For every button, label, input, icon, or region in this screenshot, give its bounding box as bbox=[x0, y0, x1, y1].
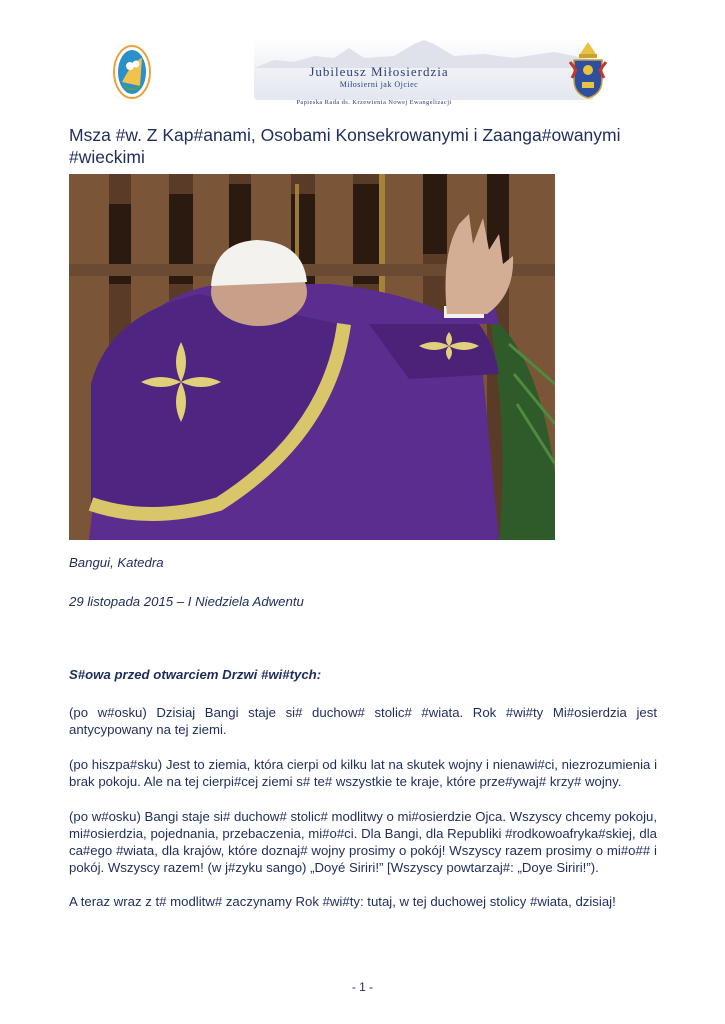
banner-council: Papieska Rada ds. Krzewienia Nowej Ewangelizacji bbox=[296, 99, 452, 106]
document-header bbox=[104, 38, 624, 112]
paragraph: (po w#osku) Bangi staje si# duchow# stolic# modlitwy o mi#osierdzie Ojca. Wszyscy chcemy pokoju, mi#osierdzia, pojednania, przebaczenia, mi#o#ci. Dla Bangi, dla Republiki #rodkowoafryka#skiej, dla ca#ego #wiata, dla krajów, które doznaj# wojny prosimy o pokój! Wszyscy razem prosimy o mi#o## i pokój. Wszyscy razem! (w j#zyku sango) „Doyé Siriri!” [Wszyscy powtarzaj#: „Doye Siriri!”). bbox=[69, 809, 657, 875]
document-title: Msza #w. Z Kap#anami, Osobami Konsekrowanymi i Zaanga#owanymi #wieckimi bbox=[69, 125, 621, 167]
date-line: 29 listopada 2015 – I Niedziela Adwentu bbox=[69, 594, 304, 609]
banner-subtitle: Miłosierni jak Ojciec bbox=[339, 80, 419, 89]
paragraph: (po w#osku) Dzisiaj Bangi staje si# duchow# stolic# #wiata. Rok #wi#ty Mi#osierdzia jest antycypowany na tej ziemi. bbox=[69, 705, 657, 737]
papal-coat-of-arms-icon bbox=[566, 40, 610, 102]
banner-title: Jubileusz Miłosierdzia bbox=[309, 64, 449, 79]
paragraph: A teraz wraz z t# modlitw# zaczynamy Rok #wi#ty: tutaj, w tej duchowej stolicy #wiata, dzisiaj! bbox=[69, 894, 616, 909]
paragraph: (po hiszpa#sku) Jest to ziemia, która cierpi od kilku lat na skutek wojny i nienawi#ci, niezrozumienia i brak pokoju. Ale na tej cierpi#cej ziemi s# te# wszystkie te kraje, które prze#ywaj# krzy# wojny. bbox=[69, 757, 657, 789]
page-number: - 1 - bbox=[351, 980, 374, 994]
section-heading: S#owa przed otwarciem Drzwi #wi#tych: bbox=[69, 667, 322, 682]
location-line: Bangui, Katedra bbox=[69, 555, 164, 570]
photo-illustration bbox=[69, 174, 555, 540]
pope-at-holy-door-photo bbox=[69, 174, 555, 540]
jubilee-mercy-logo-icon bbox=[110, 42, 154, 102]
